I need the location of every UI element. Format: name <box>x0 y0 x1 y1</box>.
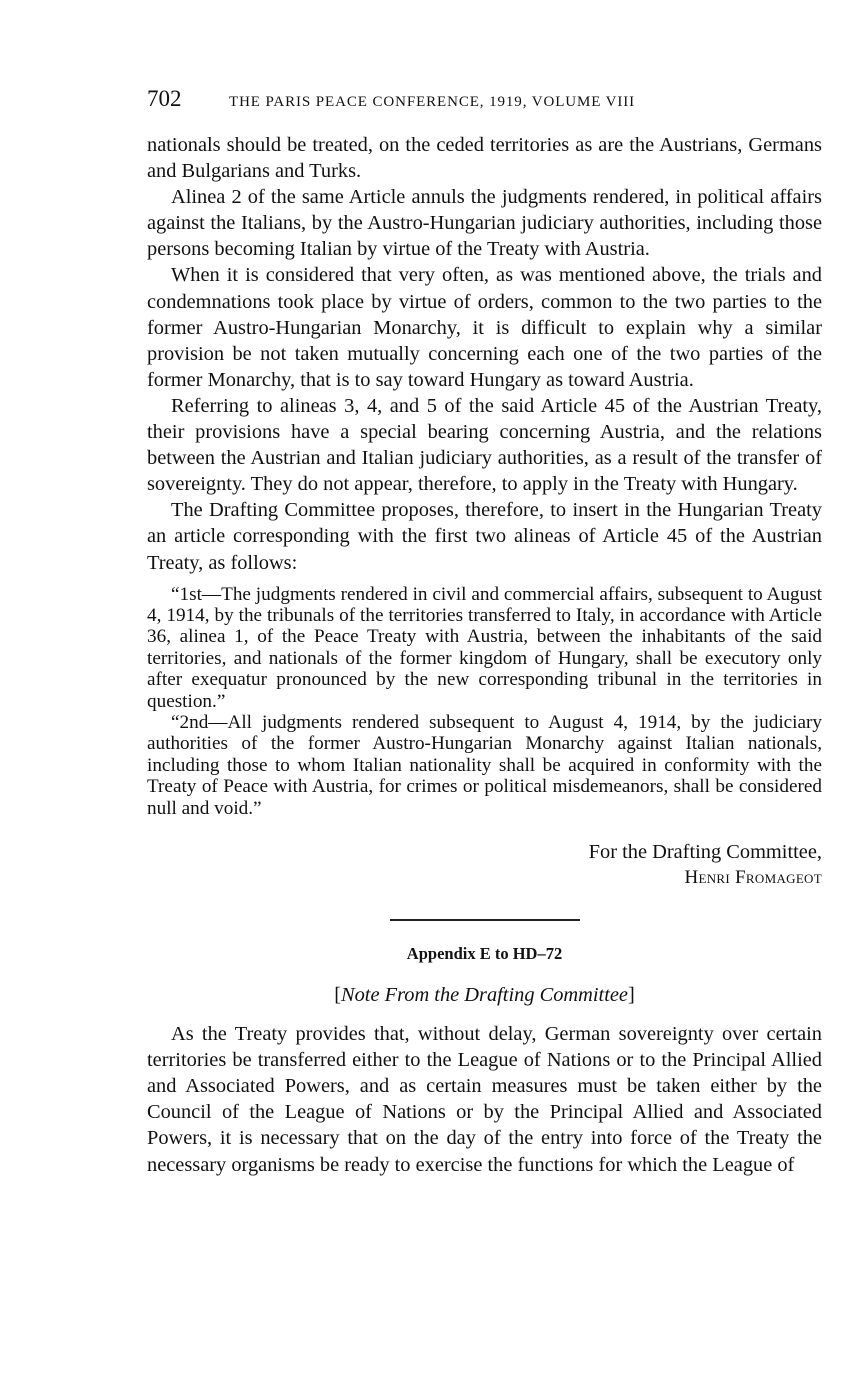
paragraph: Alinea 2 of the same Article annuls the judgments rendered, in political affairs against the Italians, by the Austro-Hungarian judiciary authorities, including those persons becoming Italian by virtue of the Treaty with Austria. <box>147 186 822 261</box>
signature-line: For the Drafting Committee, <box>588 841 822 864</box>
section-divider <box>390 919 580 921</box>
note-heading <box>147 981 822 1009</box>
signature-block <box>147 839 822 891</box>
note-title: Note From the Drafting Committee <box>341 984 628 1007</box>
appendix-paragraph: As the Treaty provides that, without delay, German sovereignty over certain territories be transferred either to the League of Nations or to the Principal Allied and Associated Powers, and as certain measures must be taken either by the Council of the League of Nations or by the Principal Allied and Associated Powers, it is necessary that on the day of the entry into force of the Treaty the necessary organisms be ready to exercise the functions for which the League of <box>147 1023 822 1176</box>
appendix-heading: Appendix E to HD–72 <box>406 944 563 964</box>
bracket-open: [ <box>334 984 342 1007</box>
bracket-close: ] <box>627 984 635 1007</box>
quote-paragraph-first: “1st—The judgments rendered in civil and commercial affairs, subsequent to August 4, 1914, by the tribunals of the territories transferred to Italy, in accordance with Article 36, alinea 1, of the Peace Treaty with Austria, between the inhabitants of the said territories, and nationals of the former kingdom of Hungary, shall be executory only after exequatur pronounced by the new corresponding tribunal in the territories in question.” <box>147 583 822 712</box>
body-text <box>147 132 822 576</box>
quote-paragraph-second: “2nd—All judgments rendered subsequent to August 4, 1914, by the judiciary authorities of the former Austro-Hungarian Monarchy against Italian nationals, including those to whom Italian nationality shall be acquired in conformity with the Treaty of Peace with Austria, for crimes or political misdemeanors, shall be considered null and void.” <box>147 712 822 819</box>
signatory-name: Henri Fromageot <box>684 867 822 889</box>
proposed-article-quote <box>147 584 822 819</box>
paragraph: The Drafting Committee proposes, therefore, to insert in the Hungarian Treaty an article corresponding with the first two alineas of Article 45 of the Austrian Treaty, as follows: <box>147 499 822 574</box>
running-title: THE PARIS PEACE CONFERENCE, 1919, VOLUME VIII <box>229 94 636 110</box>
running-header <box>147 86 822 118</box>
paragraph: When it is considered that very often, as was mentioned above, the trials and condemnations took place by virtue of orders, common to the two parties to the former Austro-Hungarian Monarchy, it is difficult to explain why a similar provision be not taken mutually concerning each one of the two parties of the former Monarchy, that is to say toward Hungary as toward Austria. <box>147 264 822 391</box>
paragraph-continued: nationals should be treated, on the ceded territories as are the Austrians, Germans and Bulgarians and Turks. <box>147 134 822 183</box>
document-page <box>147 86 822 1178</box>
paragraph: Referring to alineas 3, 4, and 5 of the said Article 45 of the Austrian Treaty, their provisions have a special bearing concerning Austria, and the relations between the Austrian and Italian judiciary authorities, as a result of the transfer of sovereignty. They do not appear, therefore, to apply in the Treaty with Hungary. <box>147 394 822 496</box>
page-number: 702 <box>147 86 182 111</box>
